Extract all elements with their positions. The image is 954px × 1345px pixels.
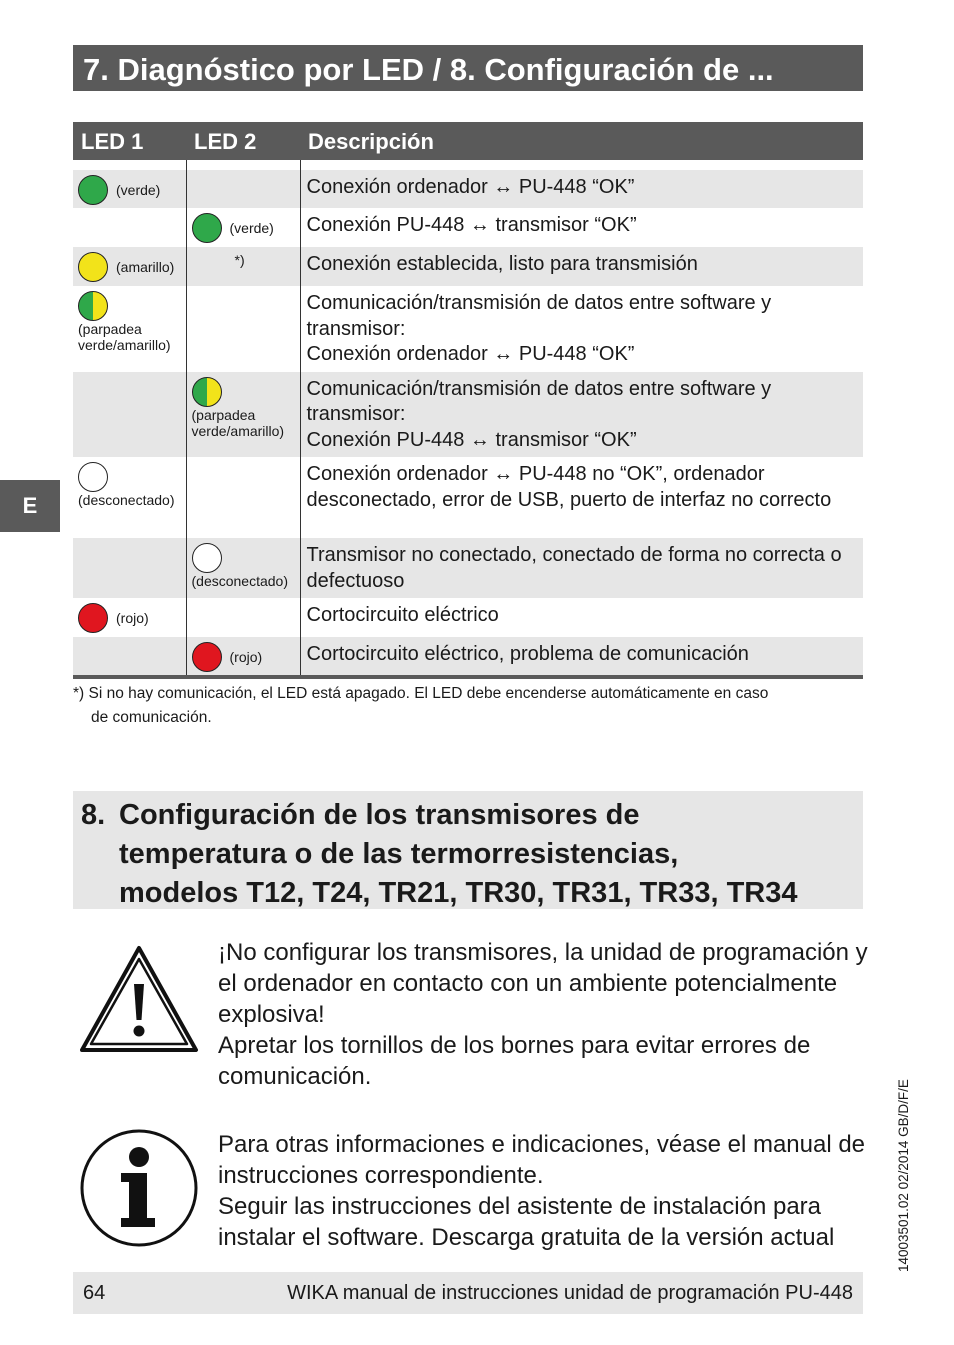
section-title-line-1: Configuración de los transmisores de — [119, 799, 640, 831]
led-blink-icon — [78, 291, 108, 321]
description-line: Cortocircuito eléctrico, problema de comunicación — [306, 643, 749, 665]
row-description — [300, 170, 863, 208]
footer-text: WIKA manual de instrucciones unidad de programación PU-448 — [287, 1282, 853, 1304]
led-state-label: (rojo) — [229, 649, 263, 665]
led-green-icon — [192, 213, 222, 243]
language-tab: E — [0, 480, 60, 532]
led-yellow-icon — [78, 252, 108, 282]
description-line: Conexión establecida, listo para transmisión — [306, 253, 698, 275]
description-line: Conexión PU-448 ↔ transmisor “OK” — [306, 214, 637, 236]
warning-triangle-icon — [78, 944, 200, 1054]
info-icon — [79, 1128, 199, 1248]
description-line: Comunicación/transmisión de datos entre software y transmisor: — [306, 292, 772, 340]
led-indicator — [73, 170, 186, 208]
section-title-line-2: temperatura o de las termorresistencias, — [119, 838, 679, 870]
description-line: Cortocircuito eléctrico — [306, 604, 499, 626]
section-number: 8. — [81, 799, 106, 831]
section-8-heading — [73, 791, 863, 909]
table-row — [73, 457, 863, 538]
description-line: Conexión ordenador ↔ PU-448 “OK” — [306, 343, 635, 365]
led-state-label: (amarillo) — [116, 259, 175, 275]
led-state-label: (rojo) — [116, 610, 149, 626]
page-number: 64 — [83, 1282, 106, 1304]
info-paragraph-1: Para otras informaciones e indicaciones, véase el manual de instrucciones correspondiente. — [218, 1131, 866, 1189]
page-title: 7. Diagnóstico por LED / 8. Configuración de ... — [73, 45, 863, 91]
led-state-label: (desconectado) — [191, 573, 289, 589]
warning-paragraph-2: Apretar los tornillos de los bornes para evitar errores de comunicación. — [218, 1032, 811, 1090]
led-white-icon — [78, 462, 108, 492]
led-indicator — [187, 372, 300, 442]
row-description — [300, 247, 863, 286]
footnote — [73, 682, 863, 730]
table-row — [73, 598, 863, 637]
led-state-label: *) — [234, 252, 245, 268]
description-line: Conexión PU-448 ↔ transmisor “OK” — [306, 428, 637, 451]
section-title — [119, 796, 864, 913]
row-description — [300, 538, 863, 598]
table-row — [73, 286, 863, 372]
row-description — [300, 598, 863, 637]
led-state-label: (parpadea verde/amarillo) — [191, 406, 285, 439]
table-row — [73, 637, 863, 677]
header-led1: LED 1 — [73, 122, 186, 160]
led-state-label: (verde) — [229, 220, 274, 236]
row-description — [300, 372, 863, 458]
led-red-icon — [192, 642, 222, 672]
led-indicator — [73, 286, 186, 356]
row-description — [300, 286, 863, 372]
description-line: Comunicación/transmisión de datos entre software y transmisor: — [306, 377, 772, 425]
led-indicator — [187, 538, 300, 592]
row-description — [300, 208, 863, 247]
led-state-label: (verde) — [116, 182, 161, 198]
led-indicator — [73, 598, 186, 636]
warning-text — [218, 937, 868, 1092]
header-description: Descripción — [300, 122, 863, 160]
footnote-line-1: *) Si no hay comunicación, el LED está apagado. El LED debe encenderse automáticamente en caso — [73, 685, 769, 702]
led-red-icon — [78, 603, 108, 633]
description-line: Conexión ordenador ↔ PU-448 “OK” — [306, 176, 635, 198]
led-indicator — [187, 247, 300, 271]
table-row — [73, 247, 863, 286]
warning-paragraph-1: ¡No configurar los transmisores, la unidad de programación y el ordenador en contacto con un ambiente potencialmente explosiva! — [218, 939, 868, 1028]
led-state-label: (parpadea verde/amarillo) — [78, 321, 171, 353]
led-indicator — [187, 208, 300, 246]
led-indicator — [187, 637, 300, 675]
row-description — [300, 457, 863, 538]
led-white-icon — [192, 543, 222, 573]
table-row — [73, 170, 863, 208]
table-row — [73, 538, 863, 598]
led-indicator — [73, 457, 186, 511]
description-line: Conexión ordenador ↔ PU-448 no “OK”, ordenador desconectado, error de USB, puerto de interfaz no correcto — [306, 463, 832, 511]
page-footer — [73, 1272, 863, 1314]
led-diagnosis-table — [73, 122, 863, 679]
table-header-row — [73, 122, 863, 160]
section-title-line-3: modelos T12, T24, TR21, TR30, TR31, TR33, TR34 — [119, 877, 798, 909]
document-code: 14003501.02 02/2014 GB/D/F/E — [896, 1079, 911, 1272]
row-description — [300, 637, 863, 677]
table-row — [73, 372, 863, 458]
table-row — [73, 208, 863, 247]
description-line: Transmisor no conectado, conectado de forma no correcta o defectuoso — [306, 544, 842, 592]
header-led2: LED 2 — [186, 122, 300, 160]
led-state-label: (desconectado) — [78, 492, 175, 508]
led-indicator — [73, 247, 186, 285]
footnote-line-2: de comunicación. — [91, 709, 212, 726]
info-text — [218, 1129, 868, 1253]
led-green-icon — [78, 175, 108, 205]
info-paragraph-2: Seguir las instrucciones del asistente de instalación para instalar el software. Descarga gratuita de la versión actual — [218, 1193, 835, 1251]
led-blink-icon — [192, 377, 222, 407]
